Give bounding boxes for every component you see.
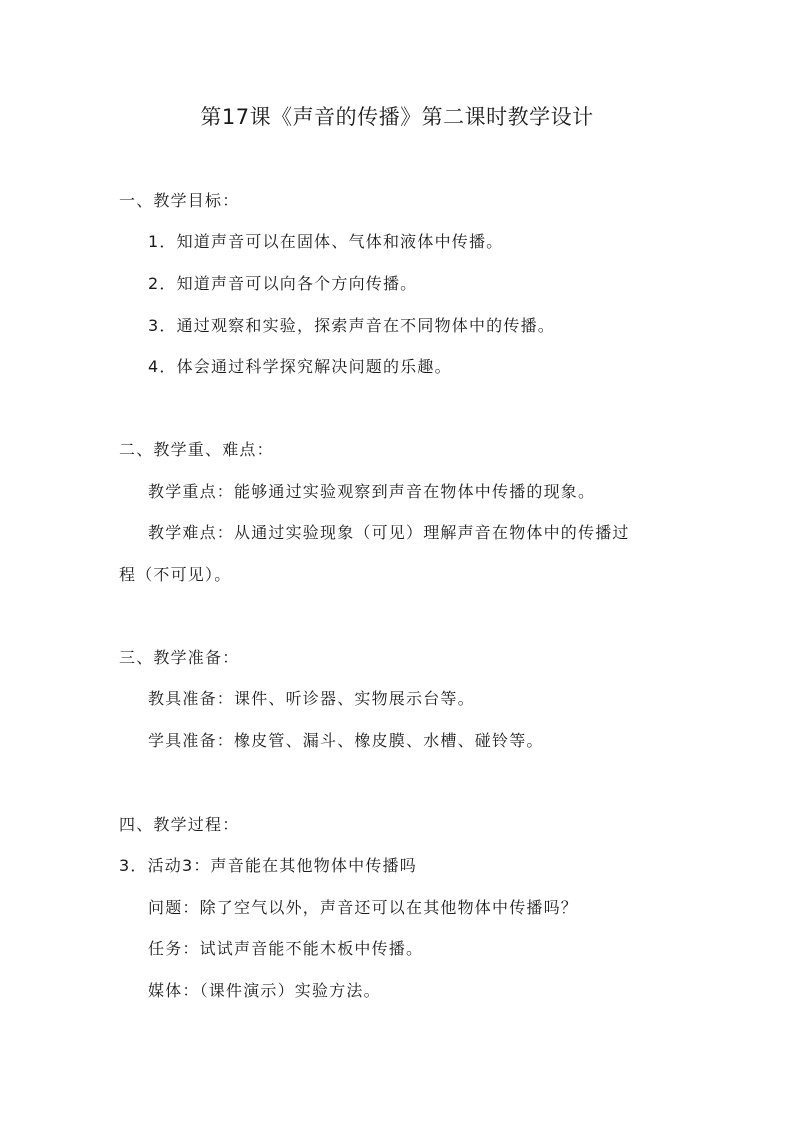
- teacher-materials-line: 教具准备：课件、听诊器、实物展示台等。: [148, 689, 475, 708]
- media-line: 媒体：（课件演示）实验方法。: [148, 981, 381, 1000]
- objective-item: 2．知道声音可以向各个方向传播。: [148, 274, 418, 293]
- question-line: 问题：除了空气以外，声音还可以在其他物体中传播吗？: [148, 898, 579, 917]
- section-heading-process: 四、教学过程：: [119, 815, 240, 834]
- task-line: 任务：试试声音能不能木板中传播。: [148, 939, 424, 958]
- objective-item: 3．通过观察和实验，探索声音在不同物体中的传播。: [148, 316, 555, 335]
- objective-item: 1．知道声音可以在固体、气体和液体中传播。: [148, 232, 504, 251]
- student-materials-line: 学具准备：橡皮管、漏斗、橡皮膜、水槽、碰铃等。: [148, 731, 544, 750]
- section-heading-key-points: 二、教学重、难点：: [119, 440, 274, 459]
- document-title: 第17课《声音的传播》第二课时教学设计: [200, 105, 594, 129]
- difficulty-line-continued: 程（不可见）。: [119, 565, 232, 584]
- objective-item: 4．体会通过科学探究解决问题的乐趣。: [148, 357, 452, 376]
- section-heading-preparation: 三、教学准备：: [119, 648, 240, 667]
- key-point-line: 教学重点：能够通过实验观察到声音在物体中传播的现象。: [148, 482, 596, 501]
- section-heading-objectives: 一、教学目标：: [119, 191, 240, 210]
- difficulty-line: 教学难点：从通过实验现象（可见）理解声音在物体中的传播过: [148, 523, 630, 542]
- activity-title: 3．活动3：声音能在其他物体中传播吗: [119, 856, 417, 875]
